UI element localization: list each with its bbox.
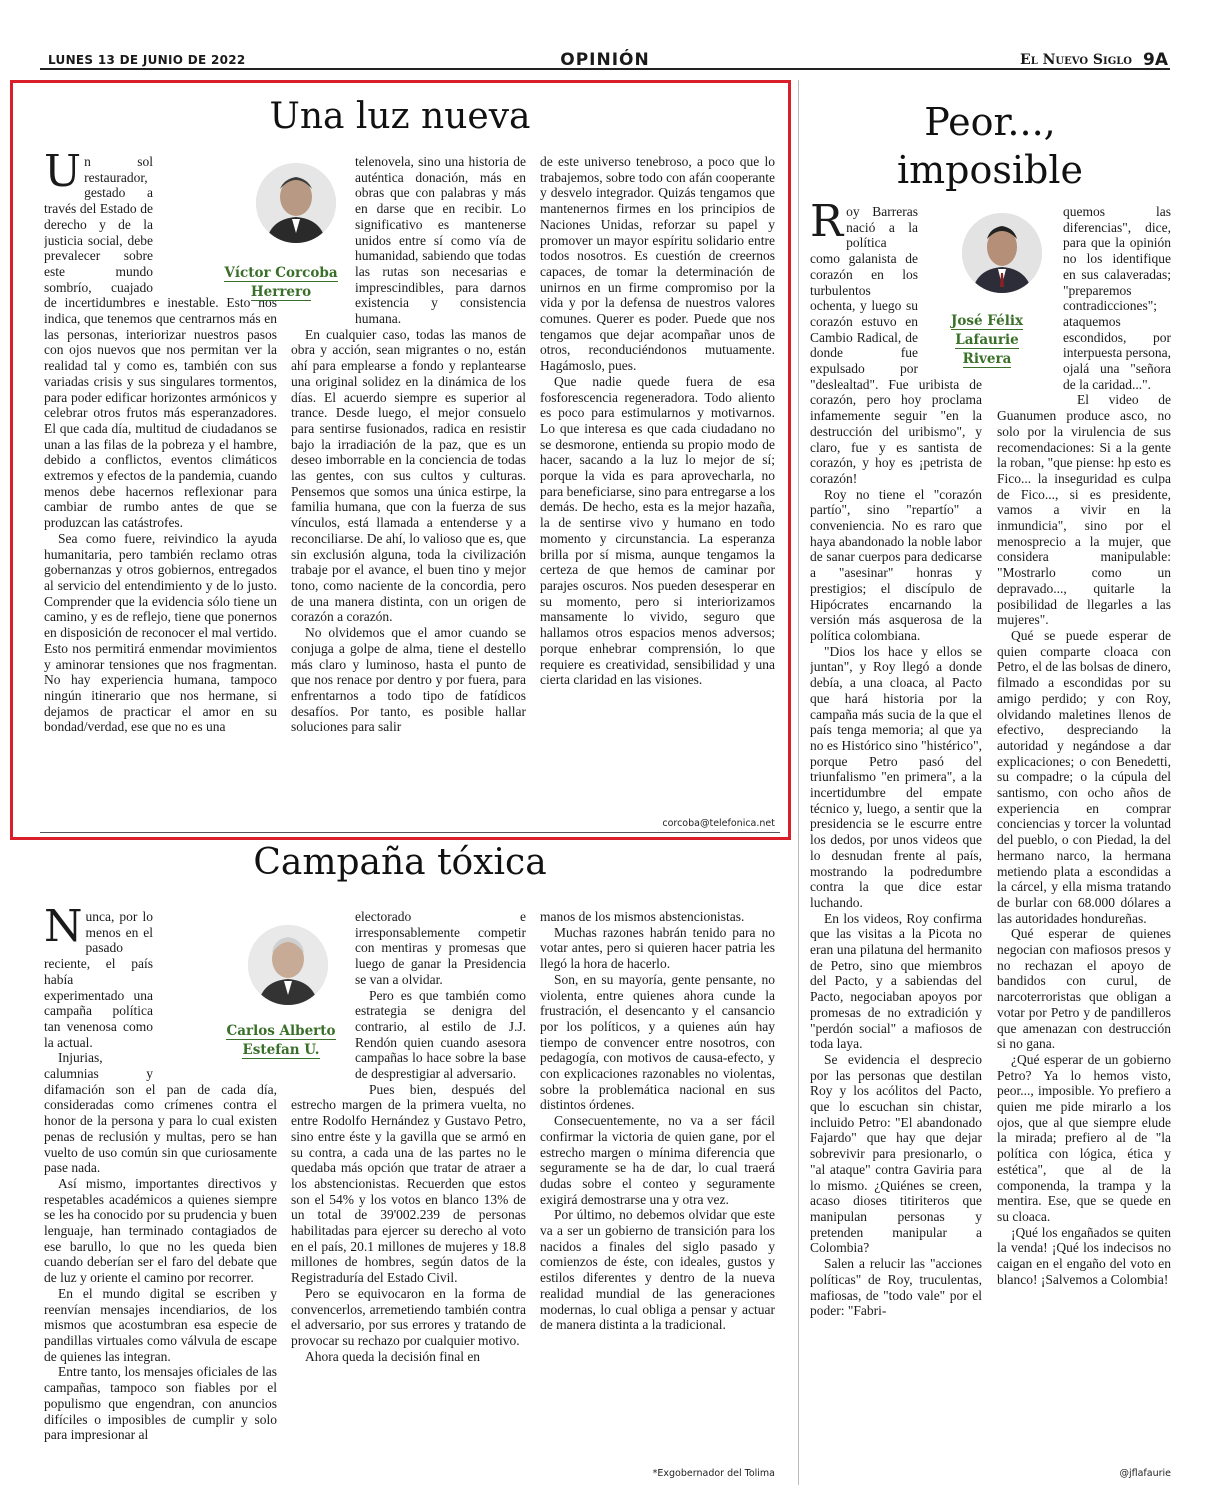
page-number: 9A: [1143, 50, 1168, 70]
paragraph: Pero se equivocaron en la forma de convencerlos, arremetiendo también contra el adversario, por sus errores y tratando de provocar su rechazo por cualquier motivo.: [291, 1285, 526, 1348]
article-column-peor-2: [997, 204, 1171, 1464]
page-header: [40, 50, 1170, 72]
section-title: OPINIÓN: [560, 50, 650, 70]
dropcap: R: [810, 204, 844, 247]
paragraph: Son, en su mayoría, gente pensante, no violenta, entre quienes ahora cunde la frustración, el desencanto y el cansancio por los políticos, y a quienes aún hay tiempo de convencer entre nosotros, con pedagogía, con motivos de causa-efecto, y con explicaciones razonables no violentas, sobre la problemática nacional en sus distintos órdenes.: [540, 971, 775, 1113]
paragraph: electorado e irresponsablemente competir con mentiras y promesas que luego de ganar la Presidencia se van a olvidar.: [355, 909, 526, 987]
paragraph: Así mismo, importantes directivos y respetables académicos a quienes siempre se les ha conocido por su prudencia y buen lenguaje, han terminado contagiados de ese barullo, lo que no les queda bien cuando deberían ser el faro del debate que de luz y oriente el camino por recorrer.: [44, 1175, 277, 1286]
paragraph: En los videos, Roy confirma que las visitas a la Picota no eran una pilatuna del hermanito de Petro, sino que miembros del Pacto, y a sabiendas del Pacto, negociaban apoyos por promesas de no extradición y "perdón social" a mafiosos de toda laya.: [810, 910, 982, 1052]
paragraph: Roy Barreras nació a la política como galanista de corazón en los turbulentos ochenta, y luego su corazón estuvo en Cambio Radical, de donde fue expulsado por "deslealtad". Fue uribista de corazón, pero hoy proclama infamemente seguir "en la destrucción del uribismo", y claro, fue y es santista de corazón, y hoy es ¡petrista de corazón!: [810, 204, 982, 486]
article-title-luz: Una luz nueva: [269, 96, 531, 137]
author-name-campana: Carlos Alberto Estefan U.: [226, 1023, 336, 1058]
article-column-campana-1: [44, 909, 277, 1479]
paragraph: Injurias, calumnias y difamación son el pan de cada día, consideradas como crímenes contra el honor de la persona y para lo cual existen penas de reclusión y multas, pero se han vuelto de uso común sin que curiosamente pase nada.: [44, 1050, 277, 1176]
article-signature-campana: *Exgobernador del Tolima: [652, 1468, 775, 1479]
article-column-peor-1: [810, 204, 982, 1484]
paragraph: "Dios los hace y ellos se juntan", y Roy llegó a donde debía, a una cloaca, al Pacto que hará historia por la campaña más sucia de la que el país tenga memoria; al que ya no es Histórico sino "histérico", porque Petro pasó del triunfalismo "en primera", a la incertidumbre del empate técnico y, luego, a sentir que la presidencia se le escurre entre los dedos, por unos videos que lo desnudan frente al país, mostrando la podredumbre contra la que dice estar luchando.: [810, 643, 982, 910]
dropcap: U: [44, 154, 82, 197]
article-column-luz-2: [291, 154, 526, 832]
paragraph: Ahora queda la decisión final en: [305, 1348, 481, 1364]
divider: [40, 832, 780, 833]
paragraph: Entre tanto, los mensajes oficiales de las campañas, tampoco son fiables por el populismo que engendran, con anuncios difíciles o imposibles de cumplir y solo para impresionar al: [44, 1364, 277, 1443]
paragraph: Que nadie quede fuera de esa fosforescencia regeneradora. Todo aliento es poco para estimularnos y motivarnos. Lo que interesa es que cada ciudadano no se desmorone, entienda su propio modo de hacer, sacando a la luz lo mejor de sí; porque la vida es para aprovecharla, no para beneficiarse, sino para entregarse a los demás. De hecho, esta es la mejor hazaña, la de sentirse vivo y humano en todo momento y circunstancia. La esperanza brilla por sí misma, aunque tengamos la certeza de que hemos de caminar por parajes oscuros. Nos pueden desesperar en su momento, pero si interiorizamos mansamente lo vivido, seguro que hallamos otros espacios menos adversos; porque enhebrar comprensión, lo que requiere es creatividad, sensibilidad y una cierta claridad en las visiones.: [540, 373, 775, 688]
paragraph: ¿Qué esperar de un gobierno Petro? Ya lo hemos visto, peor..., imposible. Yo prefiero a quien me pide mirarlo a los ojos, que al que siempre elude la mirada; prefiero al de "la política con lógica, ética y estética", que al de la componenda, la trampa y la mentira. Ese, que se quede en su cloaca.: [997, 1051, 1171, 1224]
paragraph: Pero es que también como estrategia se denigra del contrario, al estilo de J.J. Rendón quien cuando asesora campañas lo hace sobre la base de desprestigiar al adversario.: [355, 987, 526, 1082]
newspaper-name: El Nuevo Siglo: [1020, 52, 1132, 68]
paragraph: Consecuentemente, no va a ser fácil confirmar la victoria de quien gane, por el estrecho margen o mínima diferencia que seguramente se ha de dar, lo cual traerá dudas sobre el conteo y seguramente exigirá demostrarse una y otra vez.: [540, 1113, 775, 1207]
paragraph: No olvidemos que el amor cuando se conjuga a golpe de alma, tiene el destello más claro y luminoso, hasta el punto de que nos renace por dentro y por fuera, para enfrentarnos a todo tipo de fatídicos desafíos. Por tanto, es posible hallar soluciones para salir: [291, 625, 526, 735]
dropcap: N: [44, 909, 83, 952]
paragraph: Por último, no debemos olvidar que este va a ser un gobierno de transición para los nacidos a finales del siglo pasado y comienzos de éste, con ideales, gustos y estilos diferentes y dentro de la nueva realidad mundial de las generaciones modernas, lo cual obliga a pensar y actuar de manera distinta a la tradicional.: [540, 1207, 775, 1333]
issue-date: LUNES 13 DE JUNIO DE 2022: [48, 53, 246, 67]
article-signature-peor: @jflafaurie: [1119, 1468, 1171, 1479]
author-name-luz: Víctor Corcoba Herrero: [224, 265, 338, 300]
paragraph: ¡Qué los engañados se quiten la venda! ¡Qué los indecisos no caigan en el engaño del voto en blanco! ¡Salvemos a Colombia!: [997, 1224, 1171, 1287]
author-name-peor: José Félix Lafaurie Rivera: [950, 313, 1024, 367]
paragraph: de este universo tenebroso, a poco que lo trabajemos, sobre todo con afán cooperante y desvelo integrador. Quizás tengamos que mantenernos firmes en los principios de Naciones Unidas, reforzar su papel y promover un mayor espíritu solidario entre todos nosotros. Es cuestión de creernos capaces, de tomar la determinación de unirnos en un firme compromiso por la vida y por la defensa de nuestros valores comunes. Querer es poder. Puede que nos tengamos que dejar acompañar unos de otros, reconduciéndonos mutuamente. Hagámoslo, pues.: [540, 154, 775, 374]
article-column-luz-1: [44, 154, 277, 832]
paragraph: En el mundo digital se escriben y reenvían mensajes incendiarios, de los mismos que acostumbran esa especie de pandillas virtuales como válvula de escape de quienes las integran.: [44, 1285, 277, 1364]
paragraph: Nunca, por lo menos en el pasado reciente, el país había experimentado una campaña política tan venenosa como la actual.: [44, 909, 153, 1050]
paragraph: Roy no tiene el "corazón partío", sino "repartío" a conveniencia. No es raro que haya abandonado la noble labor de sanar cuerpos para dedicarse a "asesinar" honras y prestigios; el discípulo de Hipócrates encarnando la versión más asquerosa de la política colombiana.: [810, 486, 982, 643]
paragraph: Pues bien, después del estrecho margen de la primera vuelta, no entre Rodolfo Hernández y Gustavo Petro, sino entre éste y la gavilla que se armó en su contra, a cada una de las partes no le quedaba más opción que tratar de atraer a los abstencionistas. Recuerden que estos son el 54% y los votos en blanco 13% de un total de 39'002.239 de personas habilitadas para ejercer su derecho al voto en el país, 20.1 millones de mujeres y 18.8 millones de hombres, según datos de la Registraduría del Estado Civil.: [291, 1081, 526, 1286]
paragraph: Salen a relucir las "acciones políticas" de Roy, truculentas, mafiosas, de "todo vale" por el poder: "Fabri-: [810, 1256, 982, 1319]
paragraph: quemos las diferencias", dice, para que la opinión no los identifique en sus calaveradas; "preparemos contradicciones"; ataquemos escondidos, por interpuesta persona, ojalá una "señora de la caridad...".: [1063, 204, 1171, 392]
article-title-campana: Campaña tóxica: [253, 842, 547, 883]
paragraph: Muchas razones habrán tenido para no votar antes, pero si quieren hacer patria les llegó la hora de hacerlo.: [540, 924, 775, 972]
paragraph: Un sol restaurador, gestado a través del Estado de derecho y de la justicia social, debe prevalecer sobre este mundo sombrío, cuajado de incertidumbres e inestable. Esto nos indica, que tenemos que centrarnos más en las personas, interiorizar nuestros pasos con ojos nuevos que nos permitan ver la realidad tal y como es, también con sus variadas crisis y sus singulares tormentos, para poder edificar horizontes armónicos y celebrar otros frutos más esperanzadores. El que cada día, multitud de ciudadanos se unan a las filas de la pobreza y el hambre, debido a conflictos, eventos climáticos extremos y efectos de la pandemia, cuando menos debe hacernos reflexionar para cambiar de rumbo antes de que se produzcan las catástrofes.: [44, 154, 277, 531]
article-column-campana-2: [291, 909, 526, 1479]
column-divider: [798, 80, 799, 1485]
article-signature-luz: corcoba@telefonica.net: [662, 818, 775, 829]
paragraph: Se evidencia el desprecio por las personas que destilan Roy y los acólitos del Pacto, que lo escuchan sin chistar, incluido Petro: "El abandonado Fajardo" que hay que dejar sobrevivir para presionarlo, o "al ataque" contra Gaviria para lo mismo. ¿Quiénes se creen, acaso dioses titiriteros que manipulan personas y pretenden manipular a Colombia?: [810, 1051, 982, 1256]
article-title-peor: Peor..., imposible: [896, 100, 1083, 192]
article-column-luz-3: [540, 154, 775, 814]
article-column-campana-3: [540, 909, 775, 1439]
paragraph: manos de los mismos abstencionistas.: [540, 909, 745, 924]
paragraph: El video de Guanumen produce asco, no solo por la virulencia de sus recomendaciones: Si a la gente la roban, "que piense: hp esto es Fico... la inseguridad es culpa de Fico..., si es presidente, vamos a vivir en la inmundicia", sino por el menosprecio a la mujer, que considera manipulable: "Mostrarlo como un depravado..., quitarle la posibilidad de llegarles a las mujeres".: [997, 392, 1171, 628]
paragraph: Qué esperar de quienes negocian con mafiosos presos y no rechazan el apoyo de bandidos con curul, de narcoterroristas que obligan a votar por Petro y de pandilleros que amenazan con destrucción si no gana.: [997, 926, 1171, 1052]
paragraph: Qué se puede esperar de quien comparte cloaca con Petro, el de las bolsas de dinero, filmado a escondidas por su amigo perdido; y con Roy, olvidando maletines llenos de efectivo, despreciando la autoridad y negándose a dar explicaciones; o con Benedetti, su compadre; o la cúpula del santismo, con ocho años de experiencia en comprar conciencias y torcer la voluntad del pueblo, o con Piedad, la del hermano narco, la hermana metiendo plata a escondidas a la cárcel, y ella misma tratando de burlar con 68.000 dólares a las autoridades hondureñas.: [997, 627, 1171, 926]
paragraph: Sea como fuere, reivindico la ayuda humanitaria, pero también reclamo otras gobernanzas y otros gobiernos, entregados al servicio del entendimiento y de lo justo. Comprender que la evidencia sólo tiene un camino, y es de reflejo, tiene que ponernos en disposición de reconocer el mal vertido. Esto nos permitirá enmendar movimientos y aminorar tensiones que nos fragmentan. No hay experiencia humana, tampoco ningún itinerario que nos hermane, si dejamos de practicar el amor en su bondad/verdad, ese que no es una: [44, 530, 277, 735]
paragraph: En cualquier caso, todas las manos de obra y acción, sean migrantes o no, están ahí para emplearse a fondo y replantearse una original solidez en la dinámica de los días. El acuerdo siempre es superior al trance. Desde luego, el mejor consuelo para sentirse fusionados, radica en resistir bajo la irradiación de la paz, que es un deseo imborrable en la conciencia de todas las gentes, con sus cultos y culturas. Pensemos que somos una única estirpe, la familia humana, que con la fuerza de sus vínculos, está llamada a entenderse y a reconciliarse. De ahí, lo valioso que es, que sin exclusión alguna, toda la civilización trabaje por el avance, el buen tino y mejor tono, como naciente de la concordia, pero de una manera distinta, con un origen de corazón a corazón.: [291, 326, 526, 625]
paragraph: telenovela, sino una historia de auténtica donación, más en obras que con palabras y más en darse que en recibir. Lo significativo es mantenerse unidos entre sí como vía de humanidad, sabiendo que todas las rutas son necesarias e imprescindibles, para darnos existencia y consistencia humana.: [355, 154, 526, 327]
